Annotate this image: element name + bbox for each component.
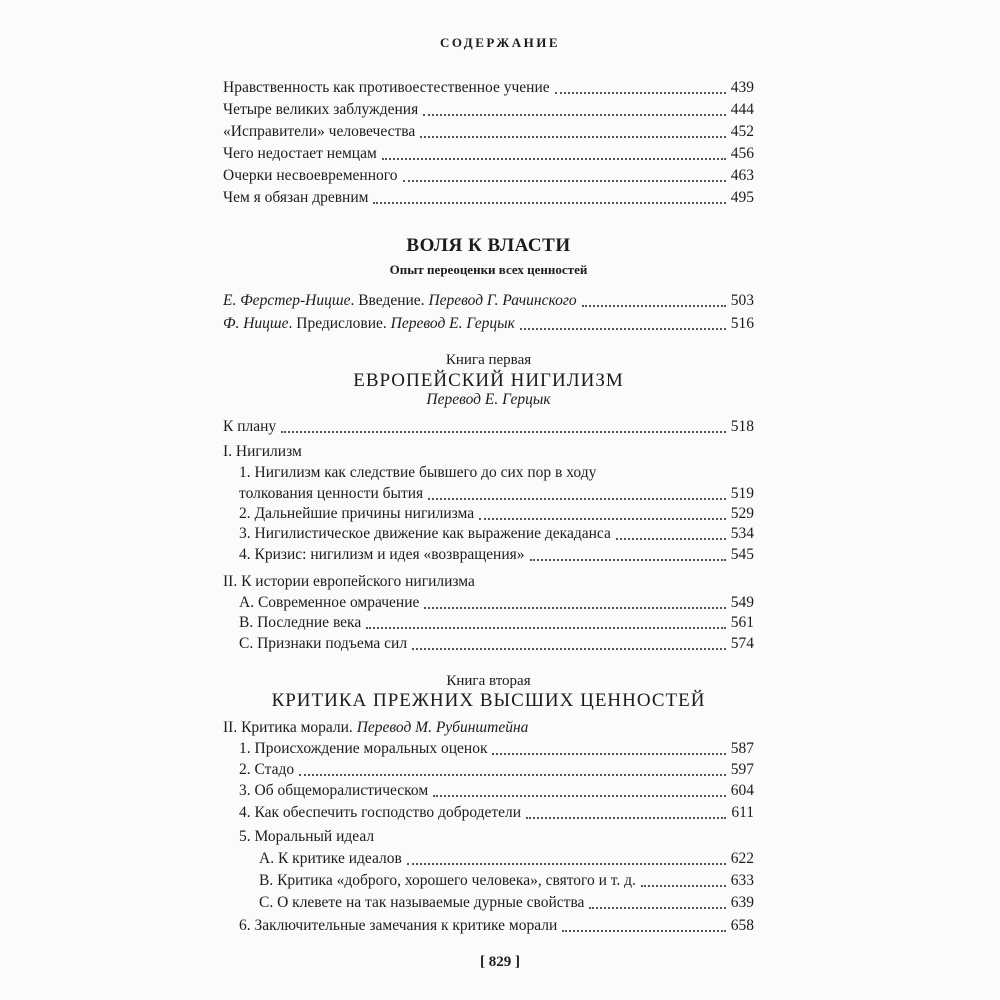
dot-leader	[420, 136, 725, 138]
author: Ф. Ницше	[223, 315, 289, 332]
toc-entry	[223, 77, 754, 99]
toc-entry	[223, 99, 754, 121]
entry-page: 549	[730, 594, 754, 611]
section-heading	[223, 717, 754, 739]
dot-leader	[366, 627, 726, 629]
toc-entry	[223, 544, 754, 566]
entry-page: 439	[730, 79, 754, 96]
entry-label: Введение	[358, 292, 421, 309]
entry-page: 495	[730, 189, 754, 206]
entry-title: Чего недостает немцам	[223, 145, 377, 162]
entry-title: 3. Об общеморалистическом	[239, 782, 429, 799]
work-title: ВОЛЯ К ВЛАСТИ	[406, 235, 571, 256]
toc-entry	[223, 738, 754, 760]
toc-entry	[223, 121, 754, 143]
dot-leader	[382, 158, 726, 160]
entry-page: 611	[731, 804, 754, 821]
entry-title: 1. Происхождение моральных оценок	[239, 740, 488, 757]
dot-leader	[530, 559, 726, 561]
book-translator: Перевод Е. Герцык	[426, 391, 551, 408]
entry-title: 6. Заключительные замечания к критике морали	[239, 917, 558, 934]
separator: .	[382, 315, 391, 332]
entry-title: A. Современное омрачение	[239, 594, 420, 611]
toc-entry	[223, 802, 754, 824]
entry-title: B. Критика «доброго, хорошего человека», святого и т. д.	[259, 872, 636, 889]
dot-leader	[562, 930, 725, 932]
book-title: КРИТИКА ПРЕЖНИХ ВЫСШИХ ЦЕННОСТЕЙ	[271, 690, 706, 711]
page-number: [ 829 ]	[480, 954, 520, 970]
author: Е. Ферстер-Ницше	[223, 292, 351, 309]
entry-page: 534	[730, 525, 754, 542]
entry-title: толкования ценности бытия	[239, 485, 424, 502]
subsection-heading: 5. Моральный идеал	[239, 828, 375, 845]
entry-page: 587	[730, 740, 754, 757]
dot-leader	[407, 863, 726, 865]
dot-leader	[555, 92, 726, 94]
entry-title: Нравственность как противоестественное учение	[223, 79, 550, 96]
entry-page: 574	[730, 635, 754, 652]
entry-title: «Исправители» человечества	[223, 123, 416, 140]
section-heading: II. К истории европейского нигилизма	[223, 573, 475, 590]
entry-page: 639	[730, 894, 754, 911]
dot-leader	[433, 795, 726, 797]
entry-page: 503	[730, 292, 754, 309]
entry-title: A. К критике идеалов	[259, 850, 402, 867]
entry-page: 622	[730, 850, 754, 867]
entry-page: 444	[730, 101, 754, 118]
entry-page: 463	[730, 167, 754, 184]
toc-entry	[223, 612, 754, 634]
toc-entry	[223, 848, 754, 870]
entry-title: К плану	[223, 418, 277, 435]
entry-title: 2. Дальнейшие причины нигилизма	[239, 505, 475, 522]
dot-leader	[424, 607, 725, 609]
toc-entry	[223, 290, 754, 312]
dot-leader	[526, 817, 726, 819]
entry-title: Очерки несвоевременного	[223, 167, 398, 184]
toc-entry	[223, 523, 754, 545]
dot-leader	[373, 202, 725, 204]
entry-title: 3. Нигилистическое движение как выражение декаданса	[239, 525, 611, 542]
page-header: СОДЕРЖАНИЕ	[439, 35, 561, 50]
dot-leader	[281, 431, 726, 433]
separator: .	[350, 292, 359, 309]
toc-entry	[223, 915, 754, 937]
toc-entry	[223, 483, 754, 505]
entry-page: 456	[730, 145, 754, 162]
dot-leader	[423, 114, 726, 116]
entry-page: 529	[730, 505, 754, 522]
translator: Перевод М. Рубинштейна	[356, 719, 529, 736]
entry-page: 597	[730, 761, 754, 778]
dot-leader	[479, 518, 726, 520]
dot-leader	[492, 753, 725, 755]
toc-entry	[223, 165, 754, 187]
toc-entry	[223, 503, 754, 525]
entry-page: 519	[730, 485, 754, 502]
entry-title: Чем я обязан древним	[223, 189, 369, 206]
section-heading: I. Нигилизм	[223, 443, 302, 460]
entry-page: 658	[730, 917, 754, 934]
entry-title: B. Последние века	[239, 614, 362, 631]
entry-title: 4. Кризис: нигилизм и идея «возвращения»	[239, 546, 525, 563]
entry-page: 604	[730, 782, 754, 799]
section-title: II. Критика морали.	[223, 719, 353, 736]
dot-leader	[641, 885, 726, 887]
toc-entry	[223, 780, 754, 802]
separator: .	[420, 292, 429, 309]
toc-entry	[223, 870, 754, 892]
toc-entry	[223, 592, 754, 614]
work-subtitle: Опыт переоценки всех ценностей	[389, 262, 588, 277]
toc-entry	[223, 892, 754, 914]
entry-title: 4. Как обеспечить господство добродетели	[239, 804, 522, 821]
dot-leader	[520, 328, 726, 330]
entry-title: C. Признаки подъема сил	[239, 635, 408, 652]
separator: .	[288, 315, 297, 332]
entry-page: 518	[730, 418, 754, 435]
dot-leader	[403, 180, 726, 182]
toc-entry	[223, 313, 754, 335]
entry-title-line: 1. Нигилизм как следствие бывшего до сих пор в ходу	[239, 464, 597, 481]
book-title: ЕВРОПЕЙСКИЙ НИГИЛИЗМ	[353, 370, 624, 391]
toc-entry	[223, 187, 754, 209]
dot-leader	[412, 648, 726, 650]
dot-leader	[299, 774, 726, 776]
toc-entry	[223, 416, 754, 438]
entry-page: 561	[730, 614, 754, 631]
entry-page: 452	[730, 123, 754, 140]
entry-title	[223, 290, 577, 312]
entry-title: C. О клевете на так называемые дурные свойства	[259, 894, 585, 911]
toc-entry	[223, 143, 754, 165]
entry-page: 545	[730, 546, 754, 563]
dot-leader	[582, 305, 726, 307]
translator: Перевод Е. Герцык	[390, 315, 515, 332]
toc-entry	[223, 759, 754, 781]
entry-title: 2. Стадо	[239, 761, 295, 778]
entry-page: 516	[730, 315, 754, 332]
entry-page: 633	[730, 872, 754, 889]
entry-title: Четыре великих заблуждения	[223, 101, 419, 118]
toc-entry	[223, 633, 754, 655]
dot-leader	[589, 907, 725, 909]
entry-title	[223, 313, 515, 335]
translator: Перевод Г. Рачинского	[428, 292, 577, 309]
book-label: Книга первая	[445, 352, 532, 368]
dot-leader	[428, 498, 726, 500]
entry-label: Предисловие	[296, 315, 383, 332]
book-label: Книга вторая	[446, 673, 531, 689]
dot-leader	[616, 538, 726, 540]
